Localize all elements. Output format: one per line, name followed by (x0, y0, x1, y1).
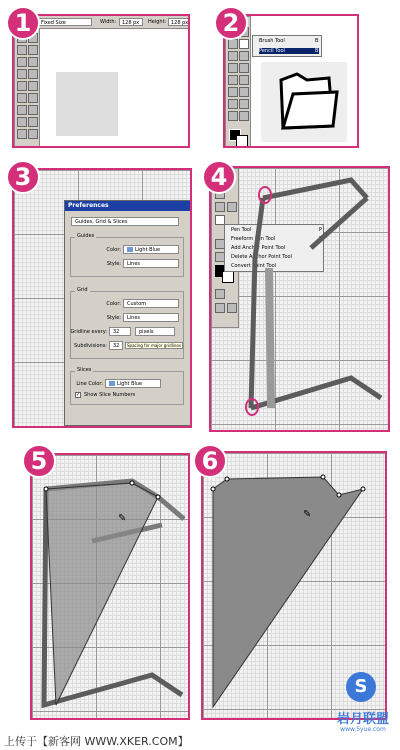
pencil-folder-icon (271, 66, 343, 138)
height-input[interactable] (168, 18, 190, 26)
blur-tool-icon[interactable] (228, 75, 238, 85)
background-color-swatch[interactable] (236, 135, 248, 147)
heal-tool-icon[interactable] (17, 69, 27, 79)
footer-credit: 上传于【新客网 WWW.XKER.COM】 (4, 735, 189, 748)
slice-tool-icon[interactable] (28, 57, 38, 67)
slices-line-color-select[interactable]: Light Blue (105, 379, 161, 388)
bucket-tool-icon[interactable] (28, 93, 38, 103)
step-badge-4: 4 (202, 160, 236, 194)
eraser-tool-icon[interactable] (228, 63, 238, 73)
section-dropdown[interactable]: Guides, Grid & Slices (71, 217, 179, 226)
brush-tool-icon[interactable] (239, 39, 249, 49)
history-tool-icon[interactable] (28, 81, 38, 91)
step-1-panel (12, 14, 190, 148)
step-badge-6: 6 (193, 444, 227, 478)
dodge-tool-icon[interactable] (28, 105, 38, 115)
grid-style-label: Style: (106, 315, 121, 321)
shape-tool-icon[interactable] (28, 129, 38, 139)
pen-cursor-icon: ✎ (303, 509, 312, 520)
menu-item-brush-tool[interactable]: Brush Tool B (259, 38, 319, 44)
menu-item-pen-tool[interactable]: Pen Tool P (231, 227, 323, 233)
pixel-folder-drawing (211, 168, 390, 432)
pen-tool-icon[interactable] (228, 99, 238, 109)
eraser-tool-icon[interactable] (17, 93, 27, 103)
brush-tool-icon[interactable] (28, 69, 38, 79)
brush-tool-flyout (252, 35, 322, 57)
heal-tool-icon[interactable] (228, 39, 238, 49)
height-value: 128 px (171, 20, 189, 26)
step-badge-1: 1 (6, 6, 40, 40)
grid-title: Grid (77, 287, 88, 293)
grid-color-label: Color: (106, 301, 121, 307)
menu-item-pencil-tool[interactable]: Pencil Tool B (259, 48, 319, 54)
eyedropper-tool-icon[interactable] (239, 111, 249, 121)
crop-tool-icon[interactable] (17, 57, 27, 67)
menu-item-delete-anchor-point-tool[interactable]: Delete Anchor Point Tool (231, 254, 292, 260)
step-badge-3: 3 (6, 160, 40, 194)
step-5-panel (30, 453, 190, 720)
dialog-title: Preferences (65, 201, 192, 211)
watermark-circle: S (346, 672, 376, 702)
guides-title: Guides (77, 233, 95, 239)
height-label: Height: (148, 19, 167, 25)
preferences-dialog (64, 200, 192, 426)
blur-tool-icon[interactable] (17, 105, 27, 115)
subdivisions-label: Subdivisions: (74, 343, 107, 349)
width-label: Width: (100, 19, 117, 25)
guides-style-label: Style: (106, 261, 121, 267)
step-badge-2: 2 (214, 6, 248, 40)
notes-tool-icon[interactable] (228, 111, 238, 121)
slices-line-color-label: Line Color: (76, 381, 103, 387)
style-select[interactable] (38, 18, 92, 26)
guides-style-select[interactable]: Lines (123, 259, 179, 268)
guides-color-select[interactable]: Light Blue (123, 245, 179, 254)
subdivisions-hint: Spacing for major gridlines (127, 343, 181, 348)
step-badge-5: 5 (22, 444, 56, 478)
stamp-tool-icon[interactable] (17, 81, 27, 91)
style-value: Fixed Size (41, 20, 66, 26)
grid-color-select[interactable]: Custom (123, 299, 179, 308)
path-select-tool-icon[interactable] (17, 117, 27, 127)
watermark-logo (330, 660, 396, 740)
menu-item-convert-point-tool[interactable]: Convert Point Tool (231, 263, 277, 269)
guides-color-label: Color: (106, 247, 121, 253)
path-over-drawing (32, 455, 190, 720)
stamp-tool-icon[interactable] (228, 51, 238, 61)
bucket-tool-icon[interactable] (239, 63, 249, 73)
dodge-tool-icon[interactable] (239, 75, 249, 85)
highlight-ring-top (258, 186, 272, 204)
slices-title: Slices (77, 367, 92, 373)
menu-item-freeform-pen-tool[interactable]: Freeform Pen Tool P (231, 236, 323, 242)
lasso-tool-icon[interactable] (17, 45, 27, 55)
step-4-panel (209, 166, 390, 432)
width-value: 128 px (122, 20, 140, 26)
pen-tool-icon[interactable] (17, 129, 27, 139)
pen-cursor-icon: ✎ (118, 513, 127, 524)
show-slice-numbers-checkbox[interactable]: ✓ (76, 392, 81, 398)
highlight-ring-bottom (245, 398, 259, 416)
width-input[interactable] (119, 18, 143, 26)
gridline-label: Gridline every: (70, 329, 107, 335)
menu-item-add-anchor-point-tool[interactable]: Add Anchor Point Tool (231, 245, 286, 251)
marquee-options-bar (14, 16, 190, 29)
watermark-url: www.5yue.com (340, 726, 386, 733)
show-slice-numbers-label: Show Slice Numbers (84, 392, 136, 398)
selection-square (56, 72, 118, 136)
shape-tool-icon[interactable] (239, 99, 249, 109)
watermark-text: 岩月联盟 (336, 712, 389, 727)
gridline-input[interactable]: 32 (109, 327, 131, 336)
grid-style-select[interactable]: Lines (123, 313, 179, 322)
subdivisions-input[interactable]: 32 (109, 341, 123, 350)
slices-group (70, 371, 184, 405)
gridline-unit-select[interactable]: pixels (135, 327, 175, 336)
wand-tool-icon[interactable] (28, 45, 38, 55)
path-select-tool-icon[interactable] (228, 87, 238, 97)
type-tool-icon[interactable] (239, 87, 249, 97)
guides-group (70, 237, 184, 277)
step-3-panel (12, 168, 192, 428)
history-tool-icon[interactable] (239, 51, 249, 61)
toolbox (14, 29, 40, 148)
type-tool-icon[interactable] (28, 117, 38, 127)
